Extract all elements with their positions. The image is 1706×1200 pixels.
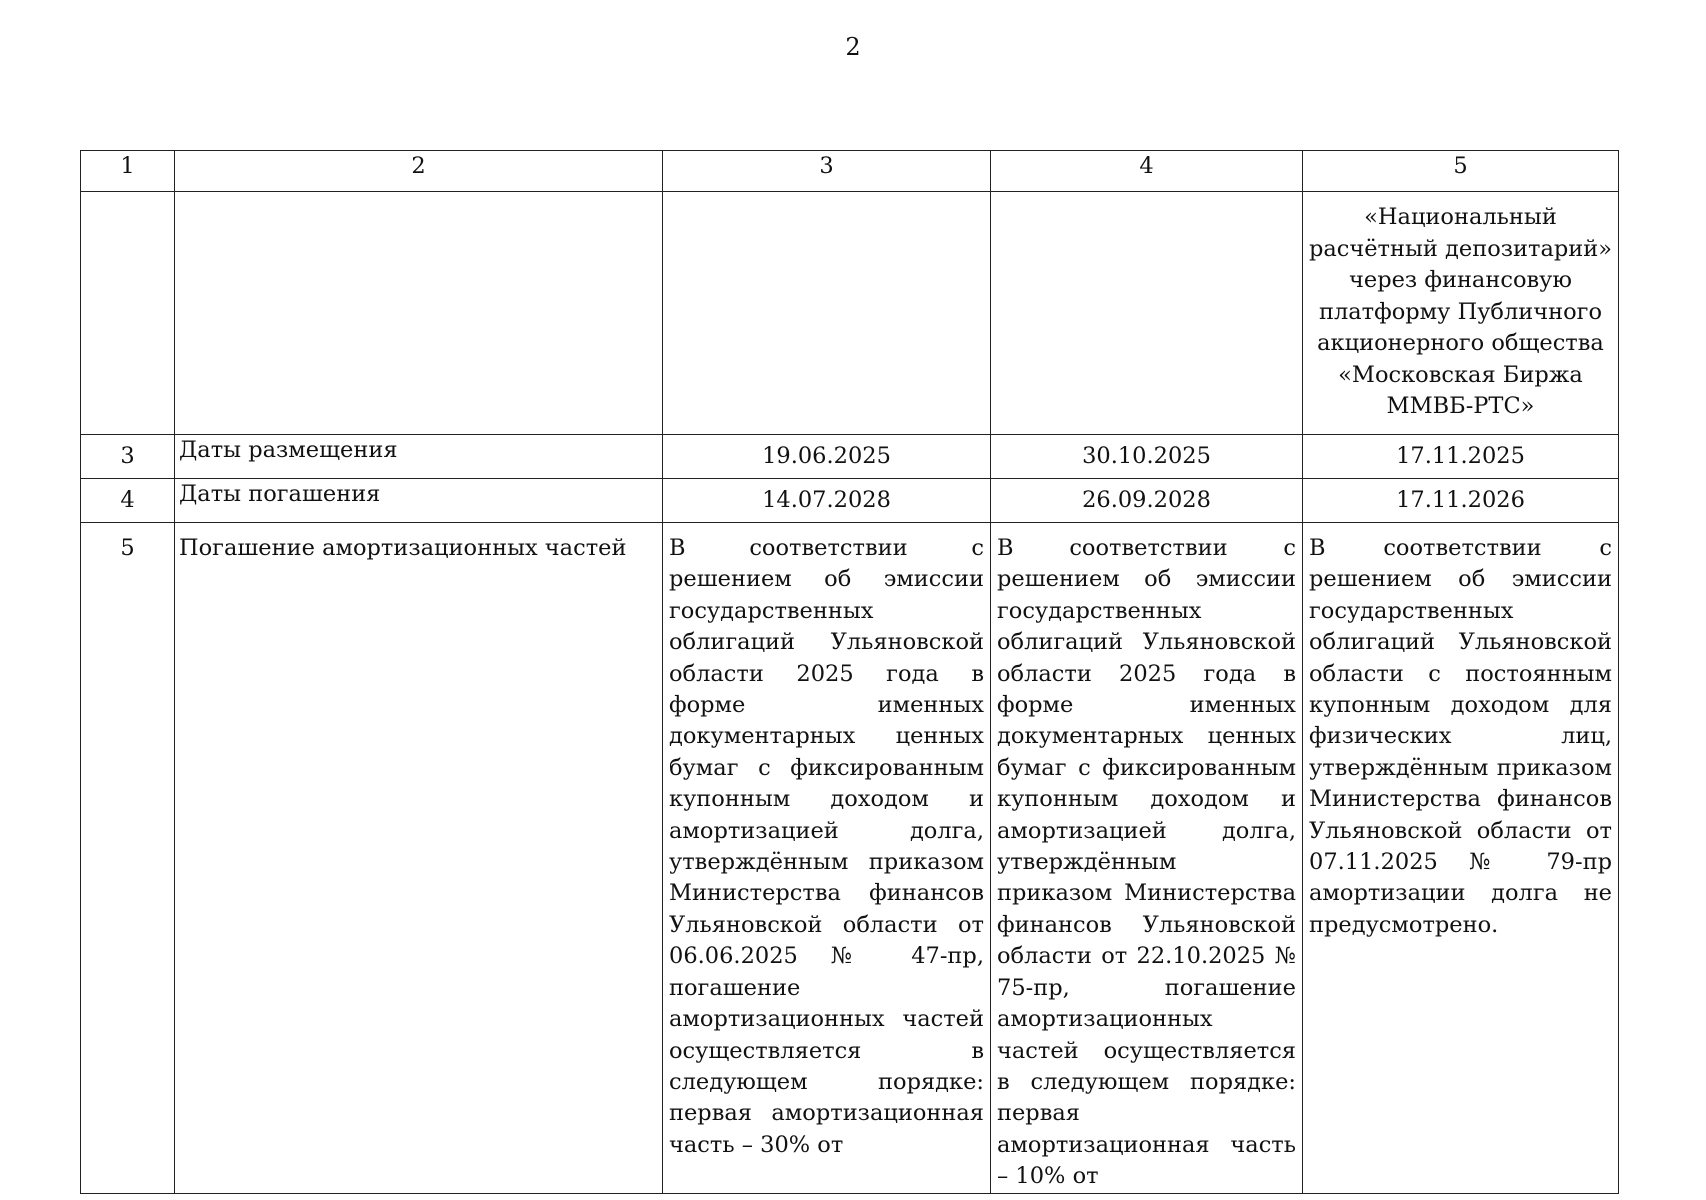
row-name: Даты размещения: [175, 435, 663, 479]
row-name: [175, 192, 663, 435]
cell-col5-depository: «Национальный расчётный депозитарий» через финансовую платформу Публичного акционерного общества «Московская Биржа ММВБ-РТС»: [1303, 192, 1619, 435]
header-cell-4: 4: [991, 151, 1303, 192]
header-cell-5: 5: [1303, 151, 1619, 192]
table-row-placement-dates: [81, 435, 1619, 479]
table-row: [81, 192, 1619, 435]
cell-col5: 17.11.2025: [1303, 435, 1619, 479]
row-number: [81, 192, 175, 435]
header-cell-1: 1: [81, 151, 175, 192]
cell-col5-text: В соответствии с решением об эмиссии государственных облигаций Ульяновской области с постоянным купонным доходом для физических лиц, утверждённым приказом Министерства финансов Ульяновской области от 07.11.2025 № 79-пр амортизации долга не предусмотрено.: [1303, 523, 1619, 1194]
header-cell-3: 3: [663, 151, 991, 192]
cell-col3: 19.06.2025: [663, 435, 991, 479]
cell-col4: 26.09.2028: [991, 479, 1303, 523]
header-row: [81, 151, 1619, 192]
row-name: Даты погашения: [175, 479, 663, 523]
row-number: 4: [81, 479, 175, 523]
page-number: 2: [845, 33, 861, 61]
header-cell-2: 2: [175, 151, 663, 192]
table-row-maturity-dates: [81, 479, 1619, 523]
cell-col3-text: В соответствии с решением об эмиссии государственных облигаций Ульяновской области 2025 года в форме именных документарных ценных бумаг с фиксированным купонным доходом и амортизацией долга, утверждённым приказом Министерства финансов Ульяновской области от 06.06.2025 № 47-пр, погашение амортизационных частей осуществляется в следующем порядке: первая амортизационная часть – 30% от: [663, 523, 991, 1194]
cell-col5: 17.11.2026: [1303, 479, 1619, 523]
table-row-amortization: [81, 523, 1619, 1194]
bond-table: [80, 150, 1619, 1194]
row-number: 5: [81, 523, 175, 1194]
cell-col4: 30.10.2025: [991, 435, 1303, 479]
cell-col3: [663, 192, 991, 435]
row-name: Погашение амортизационных частей: [175, 523, 663, 1194]
cell-col4: [991, 192, 1303, 435]
cell-col4-text: В соответствии с решением об эмиссии государственных облигаций Ульяновской области 2025 года в форме именных документарных ценных бумаг с фиксированным купонным доходом и амортизацией долга, утверждённым приказом Министерства финансов Ульяновской области от 22.10.2025 № 75-пр, погашение амортизационных частей осуществляется в следующем порядке: первая амортизационная часть – 10% от: [991, 523, 1303, 1194]
row-number: 3: [81, 435, 175, 479]
cell-col3: 14.07.2028: [663, 479, 991, 523]
